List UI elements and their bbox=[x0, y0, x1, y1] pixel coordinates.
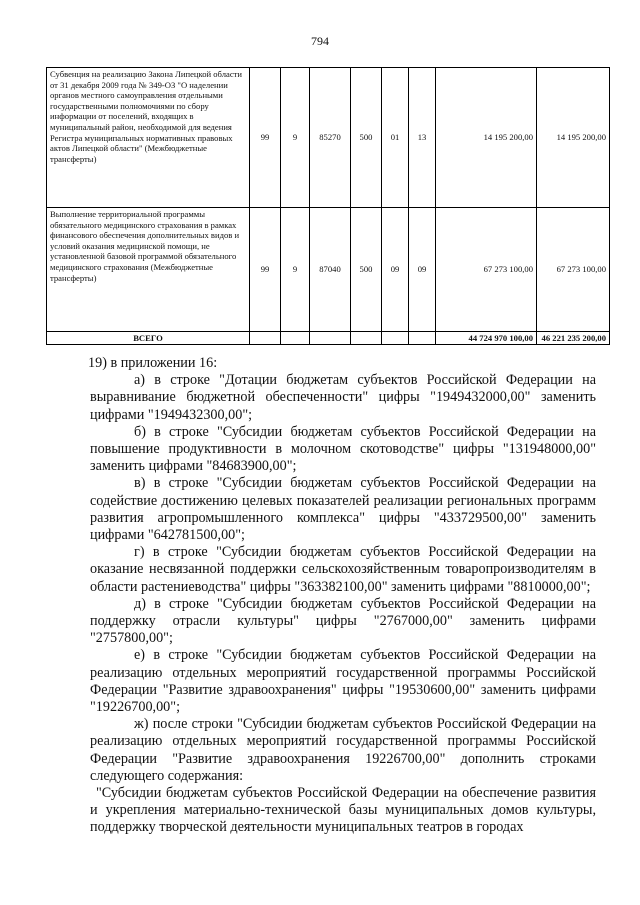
cell-code: 99 bbox=[250, 68, 281, 208]
cell-amount: 14 195 200,00 bbox=[537, 68, 610, 208]
table-row bbox=[47, 208, 610, 332]
body-text bbox=[90, 355, 596, 837]
paragraph: в) в строке "Субсидии бюджетам субъектов Российской Федерации на содействие достижению целевых показателей реализации региональных программ развития агропромышленного комплекса" цифры "433729500,00" заменить цифрами "642781500,00"; bbox=[90, 475, 596, 544]
total-amount: 46 221 235 200,00 bbox=[537, 332, 610, 345]
total-row bbox=[47, 332, 610, 345]
cell-code: 500 bbox=[351, 68, 382, 208]
total-amount: 44 724 970 100,00 bbox=[436, 332, 537, 345]
paragraph: "Субсидии бюджетам субъектов Российской Федерации на обеспечение развития и укрепления материально-технической базы муниципальных домов культуры, поддержку творческой деятельности муниципальных театров в городах bbox=[90, 785, 596, 836]
total-label: ВСЕГО bbox=[47, 332, 250, 345]
cell-code: 87040 bbox=[310, 208, 351, 332]
paragraph: б) в строке "Субсидии бюджетам субъектов Российской Федерации на повышение продуктивности в молочном скотоводстве" цифры "131948000,00" заменить цифрами "84683900,00"; bbox=[90, 423, 596, 475]
page-number: 794 bbox=[311, 34, 329, 48]
cell-code: 500 bbox=[351, 208, 382, 332]
cell-amount: 14 195 200,00 bbox=[436, 68, 537, 208]
cell-code: 01 bbox=[382, 68, 409, 208]
cell-code: 99 bbox=[250, 208, 281, 332]
cell-code: 09 bbox=[382, 208, 409, 332]
table-row bbox=[47, 68, 610, 208]
cell-code: 9 bbox=[281, 68, 310, 208]
cell-amount: 67 273 100,00 bbox=[436, 208, 537, 332]
paragraph: а) в строке "Дотации бюджетам субъектов Российской Федерации на выравнивание бюджетной обеспеченности" цифры "1949432000,00" заменить цифрами "1949432300,00"; bbox=[90, 372, 596, 423]
cell-code: 13 bbox=[409, 68, 436, 208]
cell-code: 09 bbox=[409, 208, 436, 332]
budget-table bbox=[46, 67, 610, 345]
paragraph: е) в строке "Субсидии бюджетам субъектов Российской Федерации на реализацию отдельных мероприятий государственной программы Российской Федерации "Развитие здравоохранения" цифры "19530600,00" заменить цифрами "19226700,00"; bbox=[90, 647, 596, 716]
paragraph: г) в строке "Субсидии бюджетам субъектов Российской Федерации на оказание несвязанной поддержки сельскохозяйственным товаропроизводителям в области растениеводства" цифры "363382100,00" заменить цифрами "8810000,00"; bbox=[90, 544, 596, 595]
row-description: Выполнение территориальной программы обязательного медицинского страхования в рамках финансового обеспечения дополнительных видов и условий оказания медицинской помощи, не установленной базовой программой обязательного медицинского страхования (Межбюджетные трансферты) bbox=[47, 208, 250, 332]
row-description: Субвенция на реализацию Закона Липецкой области от 31 декабря 2009 года № 349-ОЗ "О наделении органов местного самоуправления отдельными государственными полномочиями по сбору информации от поселений, входящих в муниципальный район, необходимой для ведения Регистра муниципальных нормативных правовых актов Липецкой области" (Межбюджетные трансферты) bbox=[47, 68, 250, 208]
cell-amount: 67 273 100,00 bbox=[537, 208, 610, 332]
cell-code: 9 bbox=[281, 208, 310, 332]
cell-code: 85270 bbox=[310, 68, 351, 208]
paragraph: ж) после строки "Субсидии бюджетам субъектов Российской Федерации на реализацию отдельных мероприятий государственной программы Российской Федерации "Развитие здравоохранения 19226700,00" дополнить строками следующего содержания: bbox=[90, 716, 596, 784]
paragraph: 19) в приложении 16: bbox=[88, 355, 218, 371]
paragraph: д) в строке "Субсидии бюджетам субъектов Российской Федерации на поддержку отрасли культуры" цифры "2767000,00" заменить цифрами "2757800,00"; bbox=[90, 595, 596, 647]
